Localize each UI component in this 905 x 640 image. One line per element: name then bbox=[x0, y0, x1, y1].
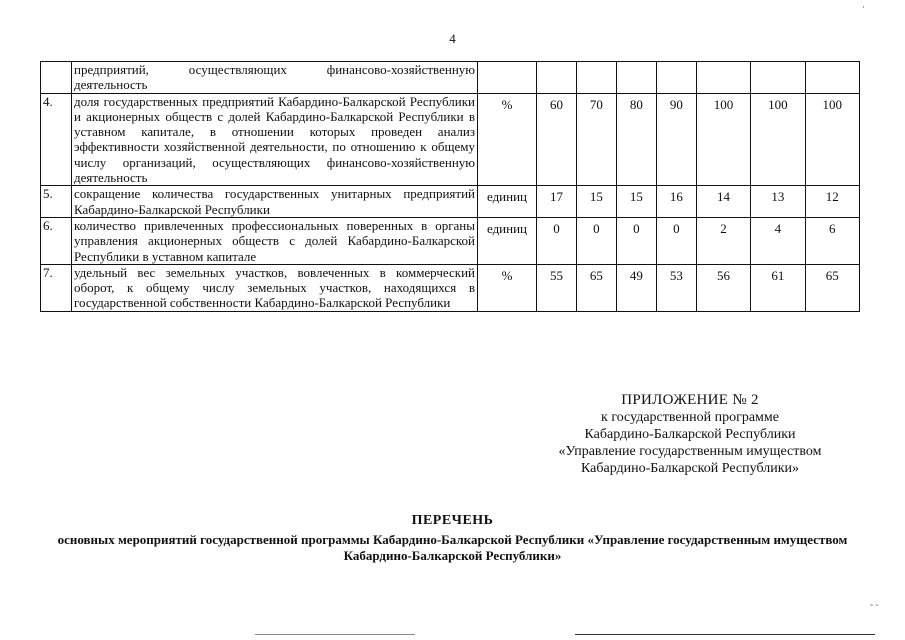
indicator-description: предприятий, осуществляющих финансово-хозяйственную деятельность bbox=[72, 62, 478, 94]
indicator-value: 0 bbox=[633, 220, 640, 236]
annex-line-3: «Управление государственным имуществом bbox=[558, 444, 822, 459]
value-cell bbox=[537, 62, 577, 94]
value-cell bbox=[805, 217, 859, 264]
indicator-description: доля государственных предприятий Кабардино-Балкарской Республики и акционерных обществ с долей Кабардино-Балкарской Республики в уставном капитале, в отношении которых проведен анализ эффективности хозяйственной деятельности, по отношению к общему числу организаций, осуществляющих финансово-хозяйственную деятельность bbox=[72, 93, 478, 186]
indicator-value: 80 bbox=[629, 96, 643, 112]
unit-value: % bbox=[501, 267, 513, 283]
indicator-value: 13 bbox=[771, 189, 785, 205]
value-cell bbox=[696, 186, 750, 218]
annex-title: ПРИЛОЖЕНИЕ № 2 bbox=[621, 392, 759, 408]
row-number: 7. bbox=[41, 264, 72, 311]
unit-value: % bbox=[501, 96, 513, 112]
indicator-value: 60 bbox=[549, 96, 563, 112]
indicator-description: удельный вес земельных участков, вовлеченных в коммерческий оборот, к общему числу земельных участков, находящихся в государственной собственности Кабардино-Балкарской Республики bbox=[72, 264, 478, 311]
table-row bbox=[41, 93, 860, 186]
indicator-value: 17 bbox=[549, 189, 563, 205]
indicator-value: 14 bbox=[717, 189, 730, 205]
value-cell bbox=[616, 93, 656, 186]
value-cell bbox=[751, 264, 805, 311]
value-cell bbox=[616, 186, 656, 218]
value-cell bbox=[805, 264, 859, 311]
indicator-value: 65 bbox=[825, 267, 839, 283]
value-cell bbox=[537, 217, 577, 264]
row-number: 4. bbox=[41, 93, 72, 186]
row-number: 5. bbox=[41, 186, 72, 218]
annex-line-4: Кабардино-Балкарской Республики» bbox=[581, 461, 799, 476]
indicator-value: 100 bbox=[822, 96, 843, 112]
unit-cell bbox=[478, 62, 537, 94]
indicator-value: 90 bbox=[669, 96, 683, 112]
indicator-value: 15 bbox=[629, 189, 643, 205]
row-number: 6. bbox=[41, 217, 72, 264]
indicator-description: сокращение количества государственных унитарных предприятий Кабардино-Балкарской Республики bbox=[72, 186, 478, 218]
indicators-table bbox=[40, 61, 860, 312]
unit-value: единиц bbox=[486, 220, 528, 236]
list-title: ПЕРЕЧЕНЬ bbox=[411, 513, 494, 528]
indicator-value: 55 bbox=[549, 267, 563, 283]
indicator-value: 15 bbox=[589, 189, 603, 205]
value-cell bbox=[576, 217, 616, 264]
unit-cell bbox=[478, 264, 537, 311]
value-cell bbox=[656, 93, 696, 186]
indicator-value: 12 bbox=[825, 189, 839, 205]
value-cell bbox=[751, 93, 805, 186]
unit-value: единиц bbox=[486, 189, 528, 205]
indicator-value: 4 bbox=[774, 220, 782, 236]
indicator-value: 61 bbox=[771, 267, 785, 283]
list-subtitle: основных мероприятий государственной программы Кабардино-Балкарской Республики «Управление государственным имуществом Кабардино-Балкарской Республики» bbox=[57, 532, 848, 563]
unit-cell bbox=[478, 93, 537, 186]
scan-artifact-dot: · bbox=[862, 2, 865, 12]
unit-cell bbox=[478, 186, 537, 218]
value-cell bbox=[537, 186, 577, 218]
value-cell bbox=[576, 186, 616, 218]
indicator-value: 65 bbox=[589, 267, 603, 283]
table-row bbox=[41, 217, 860, 264]
indicator-value: 56 bbox=[717, 267, 730, 283]
indicator-value: 6 bbox=[829, 220, 836, 236]
value-cell bbox=[576, 264, 616, 311]
indicator-value: 100 bbox=[768, 96, 788, 112]
row-number bbox=[41, 62, 72, 94]
table-row bbox=[41, 62, 860, 94]
value-cell bbox=[656, 186, 696, 218]
indicator-description: количество привлеченных профессиональных поверенных в органы управления акционерных обществ с долей Кабардино-Балкарской Республики в уставном капитале bbox=[72, 217, 478, 264]
annex-line-1: к государственной программе bbox=[601, 410, 779, 425]
table-row bbox=[41, 264, 860, 311]
value-cell bbox=[656, 217, 696, 264]
unit-cell bbox=[478, 217, 537, 264]
value-cell bbox=[696, 264, 750, 311]
indicator-value: 53 bbox=[669, 267, 683, 283]
value-cell bbox=[751, 62, 805, 94]
value-cell bbox=[616, 264, 656, 311]
page-number: 4 bbox=[449, 31, 456, 46]
scan-artifact-line bbox=[575, 634, 875, 635]
value-cell bbox=[751, 217, 805, 264]
value-cell bbox=[576, 93, 616, 186]
scan-artifact-dot: ˜ ˜ bbox=[870, 603, 879, 613]
value-cell bbox=[751, 186, 805, 218]
indicator-value: 49 bbox=[629, 267, 643, 283]
indicator-value: 0 bbox=[593, 220, 600, 236]
table-row bbox=[41, 186, 860, 218]
value-cell bbox=[656, 264, 696, 311]
value-cell bbox=[616, 217, 656, 264]
value-cell bbox=[696, 217, 750, 264]
annex-line-2: Кабардино-Балкарской Республики bbox=[584, 427, 796, 442]
indicator-value: 0 bbox=[673, 220, 680, 236]
value-cell bbox=[537, 264, 577, 311]
indicator-value: 16 bbox=[669, 189, 683, 205]
value-cell bbox=[537, 93, 577, 186]
indicator-value: 70 bbox=[589, 96, 603, 112]
value-cell bbox=[696, 93, 750, 186]
indicator-value: 0 bbox=[553, 220, 560, 236]
indicators-table-body bbox=[41, 62, 860, 312]
value-cell bbox=[696, 62, 750, 94]
value-cell bbox=[805, 93, 859, 186]
value-cell bbox=[805, 62, 859, 94]
value-cell bbox=[805, 186, 859, 218]
value-cell bbox=[576, 62, 616, 94]
value-cell bbox=[616, 62, 656, 94]
scan-artifact-line bbox=[255, 634, 415, 635]
indicator-value: 2 bbox=[720, 220, 727, 236]
annex-block bbox=[470, 392, 905, 477]
value-cell bbox=[656, 62, 696, 94]
indicator-value: 100 bbox=[713, 96, 734, 112]
